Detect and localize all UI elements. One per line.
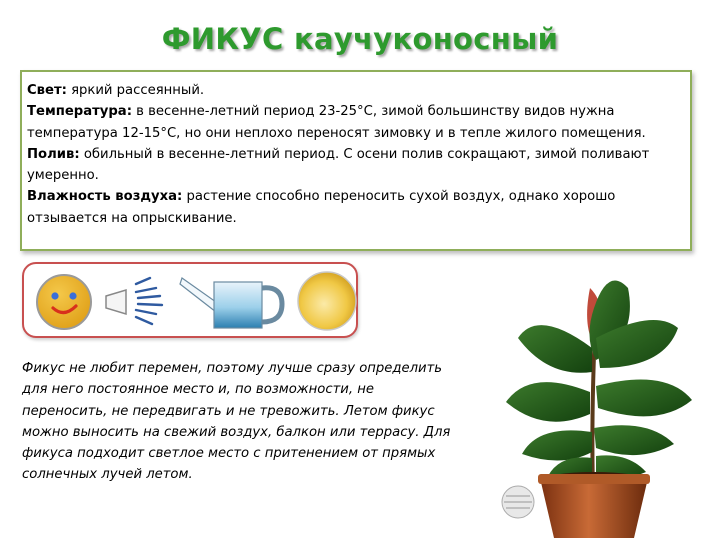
watering-text: обильный в весенне-летний период. С осени полив сокращают, зимой поливают умеренно. — [27, 146, 650, 184]
humidity-text: растение способно переносить сухой воздух, однако хорошо отзывается на опрыскивание. — [27, 189, 616, 226]
care-conditions-box — [20, 70, 692, 251]
light-paragraph — [27, 80, 684, 101]
smiley-face-icon — [34, 272, 94, 332]
care-icons-strip — [22, 262, 358, 338]
watering-paragraph — [27, 144, 684, 187]
humidity-label: Влажность воздуха: — [27, 189, 183, 205]
ficus-plant-image — [478, 268, 720, 540]
humidity-paragraph — [27, 186, 684, 229]
light-text: яркий рассеянный. — [66, 83, 205, 98]
temperature-text: в весенне-летний период 23-25°С, зимой большинству видов нужна температура 12-15°С, но они неплохо переносят зимовку и в тепле жилого помещения. — [27, 104, 646, 141]
temperature-paragraph — [27, 101, 684, 144]
spray-bottle-icon — [102, 274, 172, 330]
page-title: ФИКУС каучуконосный — [161, 22, 559, 56]
watering-label: Полив: — [27, 146, 80, 162]
watering-can-icon — [178, 274, 294, 332]
placement-description: Фикус не любит перемен, поэтому лучше сразу определить для него постоянное место и, по возможности, не переносить, не передвигать и не тревожить. Летом фикус можно выносить на свежий воздух, балкон или террасу. Для фикуса подходит светлое место с притенением от прямых солнечных лучей летом. — [22, 361, 451, 483]
temperature-label: Температура: — [27, 104, 132, 120]
sun-icon — [296, 270, 358, 332]
light-label: Свет: — [27, 83, 67, 98]
